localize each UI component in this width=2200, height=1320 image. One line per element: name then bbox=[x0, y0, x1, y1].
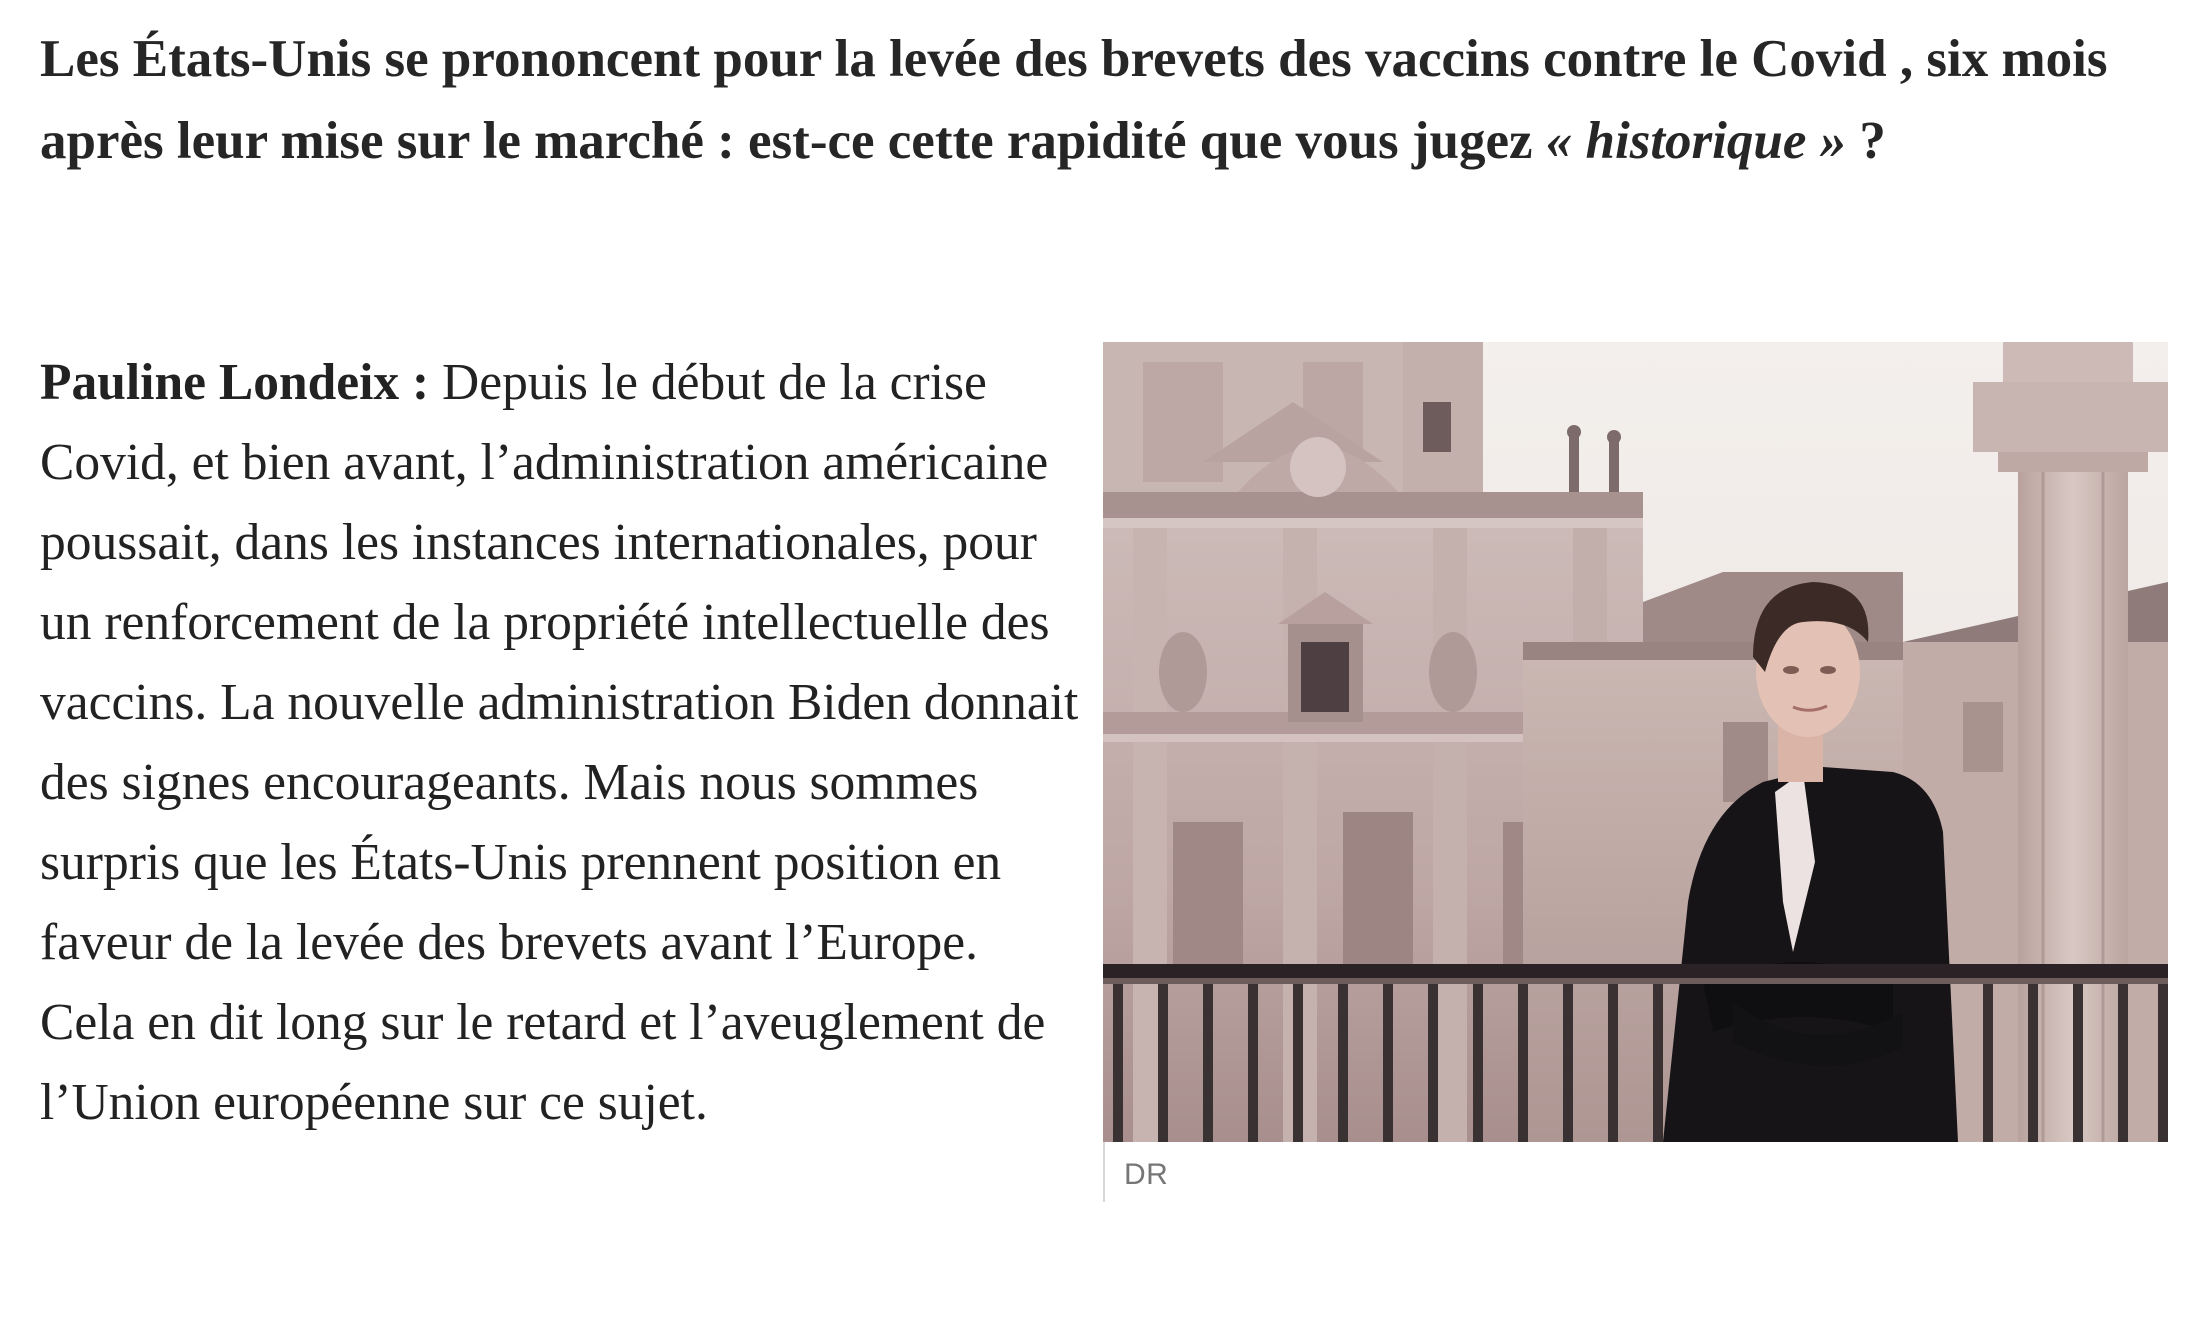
portrait-photo bbox=[1103, 342, 2168, 1142]
question-quote-word: historique bbox=[1585, 112, 1807, 170]
photo-credit: DR bbox=[1124, 1158, 1169, 1191]
article-figure bbox=[1103, 342, 2168, 1202]
question-mark: ? bbox=[1846, 112, 1886, 170]
interview-question bbox=[40, 18, 2180, 182]
caption-rule bbox=[1103, 1142, 1105, 1202]
answer-text: Depuis le début de la crise Covid, et bien avant, l’administration américaine poussait, dans les instances internationales, pour un renforcement de la propriété intellectuelle des vaccins. La nouvelle administration Biden donnait des signes encourageants. Mais nous sommes surpris que les États-Unis prennent position en faveur de la levée des brevets avant l’Europe. Cela en dit long sur le retard et l’aveuglement de l’Union européenne sur ce sujet. bbox=[40, 354, 1079, 1131]
speaker-name: Pauline Londeix : bbox=[40, 354, 430, 411]
question-text: Les États-Unis se prononcent pour la levée des brevets des vaccins contre le Covid , six mois après leur mise sur le marché : est-ce cette rapidité que vous jugez bbox=[40, 30, 2108, 170]
interview-answer bbox=[40, 343, 1080, 1143]
question-quote: « historique » bbox=[1545, 112, 1847, 170]
